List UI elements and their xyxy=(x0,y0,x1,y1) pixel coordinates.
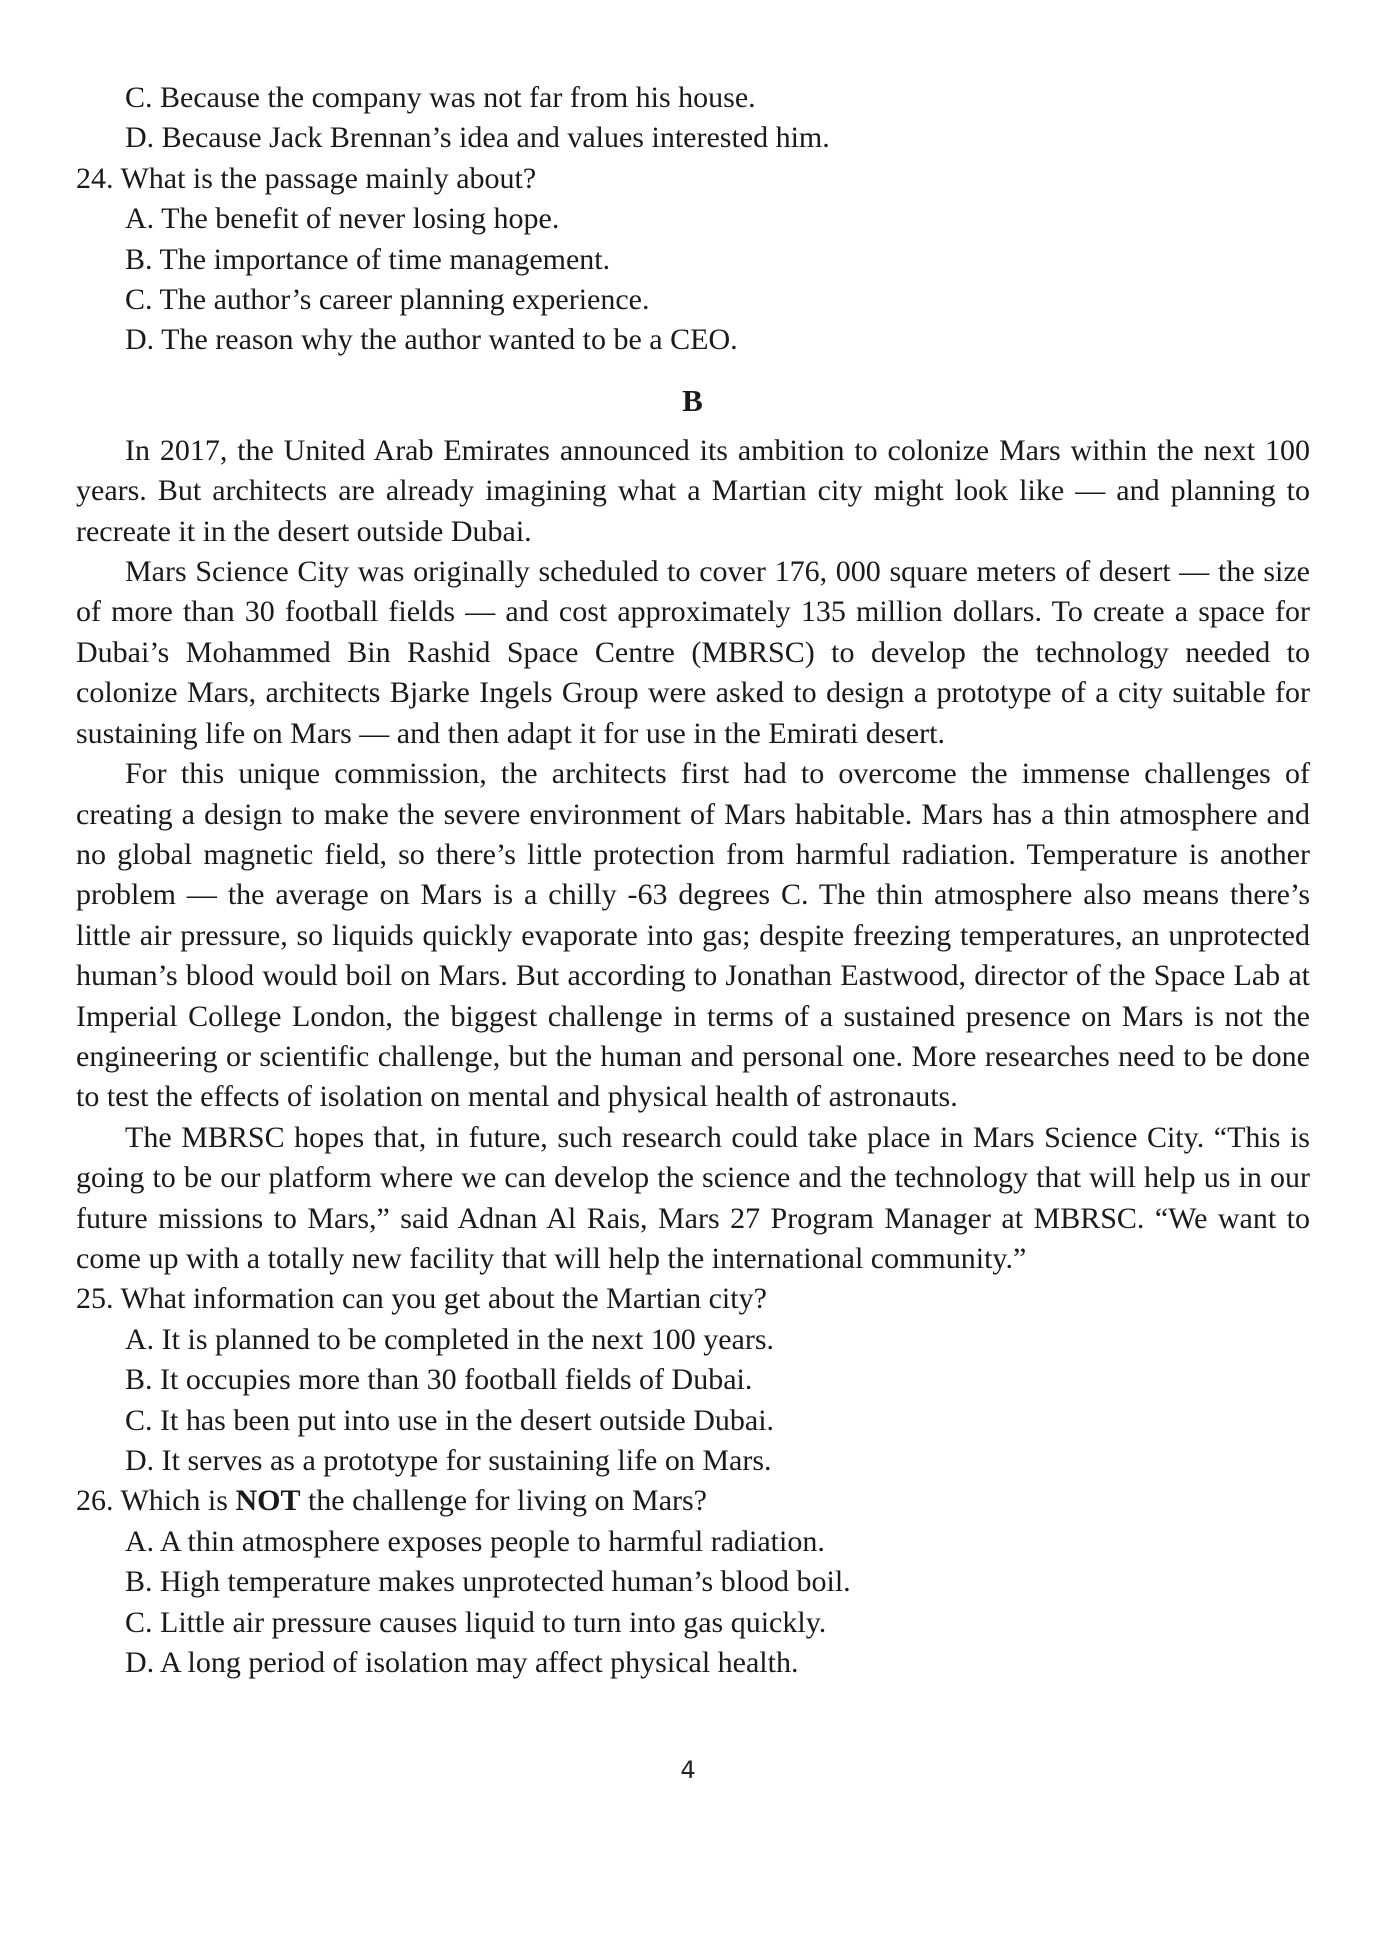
passage-paragraph-2: Mars Science City was originally scheduled to cover 176, 000 square meters of desert — the size of more than 30 football fields — and cost approximately 135 million dollars. To create a space for Dubai’s Mohammed Bin Rashid Space Centre (MBRSC) to develop the technology needed to colonize Mars, architects Bjarke Ingels Group were asked to design a prototype of a city suitable for sustaining life on Mars — and then adapt it for use in the Emirati desert. xyxy=(76,555,1310,750)
question-26-option-d: D. A long period of isolation may affect physical health. xyxy=(125,1646,799,1680)
section-b-passage xyxy=(76,431,1310,1280)
question-26 xyxy=(76,1481,1310,1683)
question-26-option-b: B. High temperature makes unprotected human’s blood boil. xyxy=(125,1565,851,1599)
question-26-stem-start: 26. Which is xyxy=(76,1484,236,1518)
section-b-heading: B xyxy=(682,382,704,418)
page-number: 4 xyxy=(680,1756,696,1784)
question-23-option-c: C. Because the company was not far from his house. xyxy=(125,81,756,114)
question-24 xyxy=(76,159,1310,361)
question-24-option-a: A. The benefit of never losing hope. xyxy=(125,202,560,236)
question-25-option-b: B. It occupies more than 30 football fields of Dubai. xyxy=(125,1363,753,1397)
question-26-stem-emphasis: NOT xyxy=(235,1484,301,1518)
passage-paragraph-3: For this unique commission, the architects first had to overcome the immense challenges of creating a design to make the severe environment of Mars habitable. Mars has a thin atmosphere and no global magnetic field, so there’s little protection from harmful radiation. Temperature is another problem — the average on Mars is a chilly -63 degrees C. The thin atmosphere also means there’s little air pressure, so liquids quickly evaporate into gas; despite freezing temperatures, an unprotected human’s blood would boil on Mars. But according to Jonathan Eastwood, director of the Space Lab at Imperial College London, the biggest challenge in terms of a sustained presence on Mars is not the engineering or scientific challenge, but the human and personal one. More researches need to be done to test the effects of isolation on mental and physical health of astronauts. xyxy=(76,757,1310,1114)
question-24-option-d: D. The reason why the author wanted to be a CEO. xyxy=(125,323,738,357)
passage-paragraph-1: In 2017, the United Arab Emirates announced its ambition to colonize Mars within the next 100 years. But architects are already imagining what a Martian city might look like — and planning to recreate it in the desert outside Dubai. xyxy=(76,433,1310,548)
question-23-options xyxy=(76,78,1310,159)
question-26-stem-end: the challenge for living on Mars? xyxy=(300,1484,707,1518)
question-25-option-d: D. It serves as a prototype for sustaining life on Mars. xyxy=(125,1444,772,1477)
question-25 xyxy=(76,1279,1310,1481)
question-26-option-c: C. Little air pressure causes liquid to turn into gas quickly. xyxy=(125,1605,827,1639)
question-26-option-a: A. A thin atmosphere exposes people to harmful radiation. xyxy=(125,1524,825,1558)
question-23-option-d: D. Because Jack Brennan’s idea and values interested him. xyxy=(125,121,830,155)
question-25-option-a: A. It is planned to be completed in the next 100 years. xyxy=(125,1322,774,1356)
question-24-option-b: B. The importance of time management. xyxy=(125,242,611,276)
question-26-stem xyxy=(76,1481,1310,1521)
question-25-option-c: C. It has been put into use in the desert outside Dubai. xyxy=(125,1403,775,1437)
question-24-stem: 24. What is the passage mainly about? xyxy=(76,161,537,195)
passage-paragraph-4: The MBRSC hopes that, in future, such research could take place in Mars Science City. “This is going to be our platform where we can develop the science and the technology that will help us in our future missions to Mars,” said Adnan Al Rais, Mars 27 Program Manager at MBRSC. “We want to come up with a totally new facility that will help the international community.” xyxy=(76,1120,1310,1275)
question-25-stem: 25. What information can you get about the Martian city? xyxy=(76,1282,767,1316)
exam-page-content xyxy=(76,78,1310,1683)
question-24-option-c: C. The author’s career planning experience. xyxy=(125,283,650,317)
